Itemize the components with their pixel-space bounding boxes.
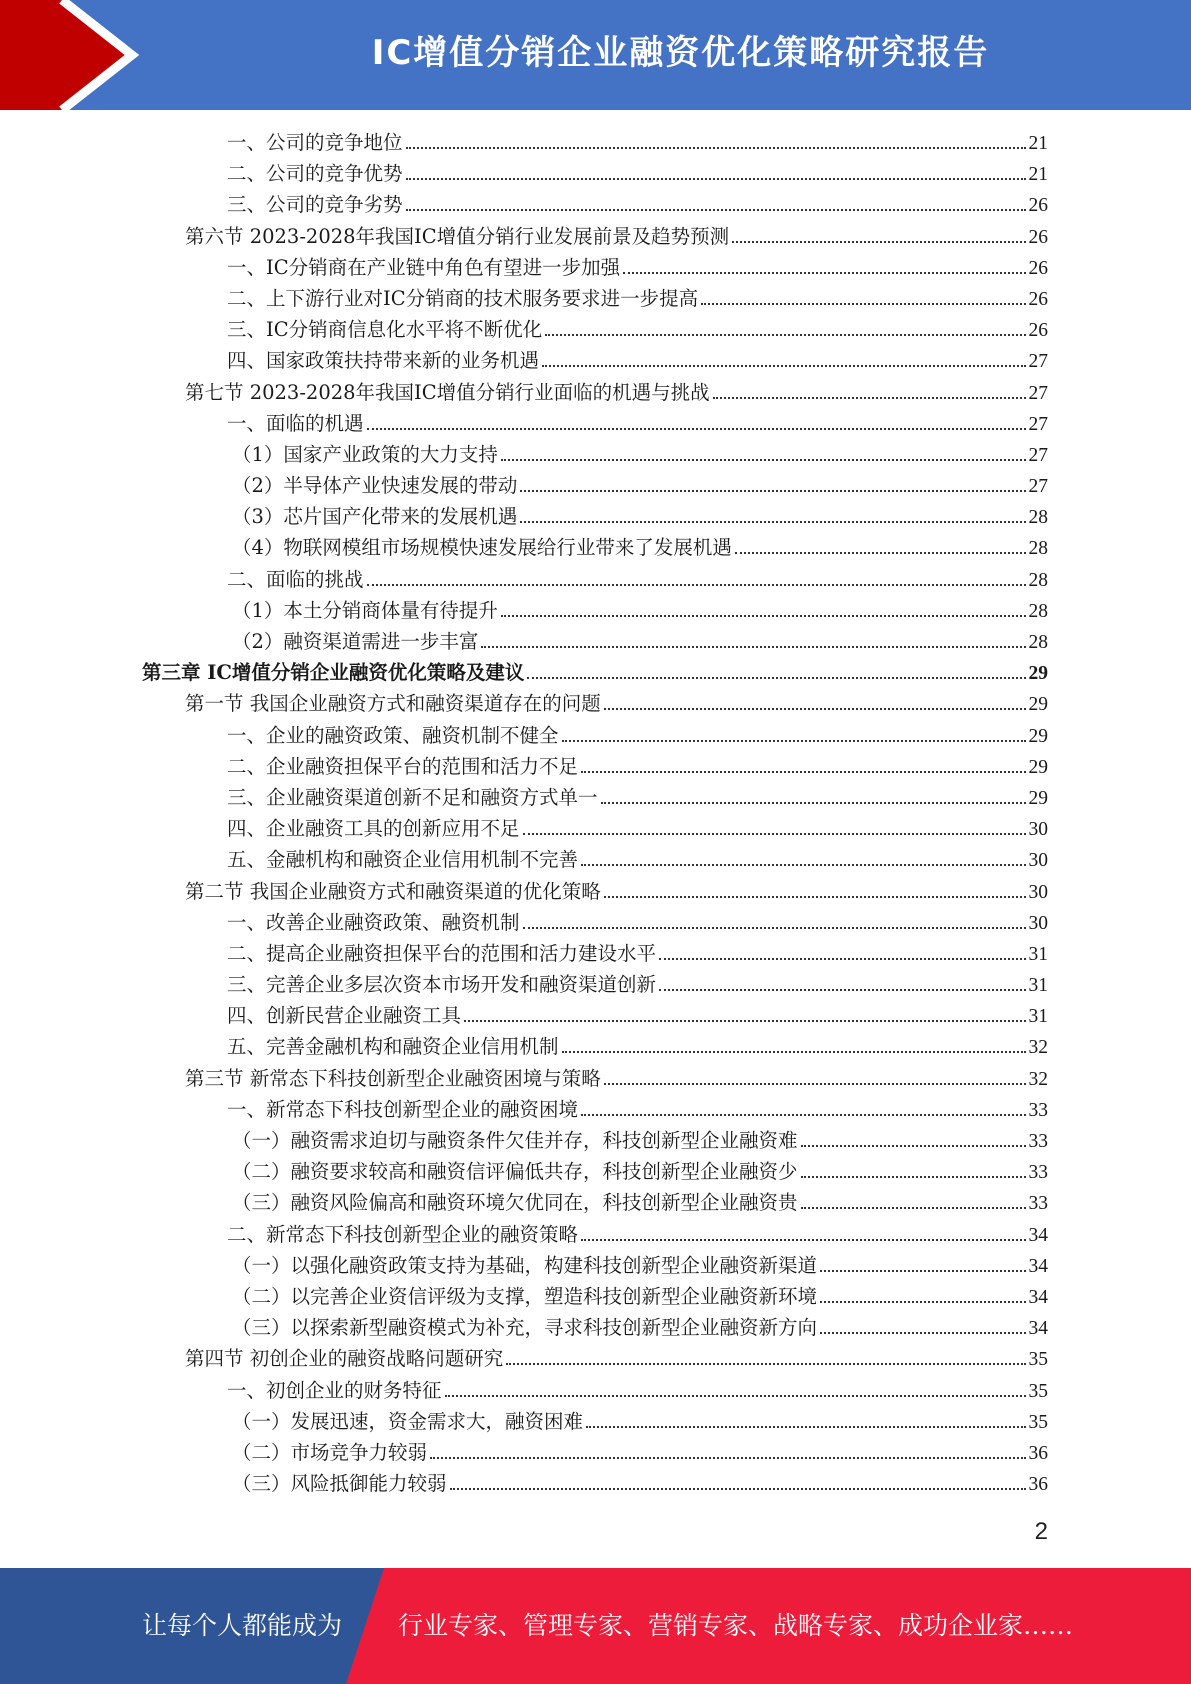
toc-entry-title: 第三章 IC增值分销企业融资优化策略及建议 xyxy=(142,661,525,685)
toc-entry[interactable] xyxy=(142,1375,1048,1406)
toc-leader-dots xyxy=(701,303,1025,305)
toc-entry-title: 二、面临的挑战 xyxy=(227,567,364,591)
toc-entry-page: 33 xyxy=(1028,1131,1048,1152)
toc-entry-title: 二、上下游行业对IC分销商的技术服务要求进一步提高 xyxy=(227,286,699,310)
table-of-contents xyxy=(142,127,1048,1499)
toc-entry-page: 27 xyxy=(1028,351,1048,373)
toc-entry[interactable] xyxy=(142,470,1048,501)
toc-entry-page: 29 xyxy=(1028,756,1048,778)
toc-entry-page: 30 xyxy=(1028,912,1048,934)
toc-entry[interactable] xyxy=(142,564,1048,595)
toc-entry[interactable] xyxy=(142,1468,1048,1499)
toc-entry[interactable] xyxy=(142,720,1048,751)
toc-entry-title: 三、企业融资渠道创新不足和融资方式单一 xyxy=(227,785,598,809)
toc-entry-title: 四、创新民营企业融资工具 xyxy=(227,1004,462,1028)
toc-leader-dots xyxy=(445,1395,1026,1397)
toc-leader-dots xyxy=(406,178,1026,180)
toc-entry-page: 28 xyxy=(1028,507,1048,529)
toc-entry-page: 27 xyxy=(1028,444,1048,466)
toc-entry[interactable] xyxy=(142,1031,1048,1062)
toc-leader-dots xyxy=(601,802,1026,804)
toc-entry-title: （3）芯片国产化带来的发展机遇 xyxy=(232,505,518,529)
toc-leader-dots xyxy=(820,1332,1025,1334)
toc-entry[interactable] xyxy=(142,221,1048,252)
toc-entry[interactable] xyxy=(142,127,1048,158)
toc-entry[interactable] xyxy=(142,1125,1048,1156)
toc-entry-title: 五、金融机构和融资企业信用机制不完善 xyxy=(227,848,579,872)
toc-entry-page: 32 xyxy=(1028,1037,1048,1059)
toc-entry-title: （二）市场竞争力较弱 xyxy=(232,1440,428,1464)
toc-entry-title: 第七节 2023-2028年我国IC增值分销行业面临的机遇与挑战 xyxy=(185,380,710,404)
toc-leader-dots xyxy=(406,209,1026,211)
toc-entry-page: 33 xyxy=(1028,1099,1048,1121)
toc-entry-page: 29 xyxy=(1028,787,1048,809)
toc-leader-dots xyxy=(542,365,1025,367)
toc-entry-title: 一、新常态下科技创新型企业的融资困境 xyxy=(227,1097,579,1121)
toc-entry-page: 28 xyxy=(1028,632,1048,653)
toc-leader-dots xyxy=(820,1270,1025,1272)
toc-leader-dots xyxy=(545,334,1025,336)
toc-entry-title: 一、改善企业融资政策、融资机制 xyxy=(227,910,520,934)
toc-entry-title: 一、公司的竞争地位 xyxy=(227,131,403,154)
toc-entry[interactable] xyxy=(142,1281,1048,1312)
toc-entry-title: （一）发展迅速，资金需求大，融资困难 xyxy=(232,1409,584,1433)
toc-entry[interactable] xyxy=(142,657,1048,688)
toc-leader-dots xyxy=(604,896,1026,898)
toc-leader-dots xyxy=(604,708,1026,710)
toc-leader-dots xyxy=(506,1363,1025,1365)
page-header xyxy=(0,0,1191,110)
toc-leader-dots xyxy=(520,521,1025,523)
toc-entry[interactable] xyxy=(142,1219,1048,1250)
toc-entry-page: 21 xyxy=(1028,164,1048,186)
toc-leader-dots xyxy=(581,771,1025,773)
header-arrow-icon xyxy=(0,0,160,110)
toc-entry-page: 36 xyxy=(1028,1442,1048,1464)
toc-leader-dots xyxy=(562,740,1026,742)
toc-entry[interactable] xyxy=(142,813,1048,844)
toc-entry-page: 33 xyxy=(1028,1193,1048,1215)
toc-entry-title: 第三节 新常态下科技创新型企业融资困境与策略 xyxy=(185,1066,601,1090)
toc-entry-page: 26 xyxy=(1028,288,1048,310)
toc-entry-title: 第六节 2023-2028年我国IC增值分销行业发展前景及趋势预测 xyxy=(185,224,730,248)
toc-entry-title: （2）融资渠道需进一步丰富 xyxy=(232,630,479,653)
toc-entry-title: （三）融资风险偏高和融资环境欠优同在，科技创新型企业融资贵 xyxy=(232,1191,798,1215)
toc-entry[interactable] xyxy=(142,876,1048,907)
toc-entry-page: 33 xyxy=(1028,1162,1048,1184)
toc-entry[interactable] xyxy=(142,782,1048,813)
toc-entry-page: 27 xyxy=(1028,413,1048,435)
toc-entry[interactable] xyxy=(142,189,1048,220)
toc-entry[interactable] xyxy=(142,844,1048,875)
toc-entry[interactable] xyxy=(142,532,1048,563)
toc-leader-dots xyxy=(801,1145,1026,1147)
toc-leader-dots xyxy=(520,490,1025,492)
toc-entry-page: 35 xyxy=(1028,1380,1048,1402)
toc-entry-page: 35 xyxy=(1028,1349,1048,1371)
toc-leader-dots xyxy=(801,1207,1026,1209)
toc-entry-page: 27 xyxy=(1028,382,1048,404)
toc-leader-dots xyxy=(501,459,1026,461)
toc-entry-title: 二、提高企业融资担保平台的范围和活力建设水平 xyxy=(227,941,657,965)
toc-entry[interactable] xyxy=(142,938,1048,969)
toc-entry-page: 28 xyxy=(1028,538,1048,560)
toc-entry[interactable] xyxy=(142,1343,1048,1374)
toc-entry-title: （一）融资需求迫切与融资条件欠佳并存，科技创新型企业融资难 xyxy=(232,1129,798,1152)
toc-entry-title: 三、公司的竞争劣势 xyxy=(227,193,403,217)
toc-entry-title: 一、企业的融资政策、融资机制不健全 xyxy=(227,723,559,747)
toc-entry[interactable] xyxy=(142,1094,1048,1125)
toc-entry[interactable] xyxy=(142,626,1048,657)
page-footer xyxy=(0,1568,1191,1684)
toc-entry-title: 二、新常态下科技创新型企业的融资策略 xyxy=(227,1222,579,1246)
toc-entry-title: （4）物联网模组市场规模快速发展给行业带来了发展机遇 xyxy=(232,536,732,560)
toc-entry[interactable] xyxy=(142,907,1048,938)
footer-slogan-left: 让每个人都能成为 xyxy=(142,1611,343,1640)
toc-leader-dots xyxy=(581,1239,1025,1241)
toc-entry-page: 27 xyxy=(1028,476,1048,498)
toc-entry-title: 第二节 我国企业融资方式和融资渠道的优化策略 xyxy=(185,879,601,903)
document-title: IC增值分销企业融资优化策略研究报告 xyxy=(371,33,990,73)
toc-entry-title: 二、企业融资担保平台的范围和活力不足 xyxy=(227,754,579,778)
toc-leader-dots xyxy=(367,584,1026,586)
toc-entry[interactable] xyxy=(142,501,1048,532)
toc-entry-page: 34 xyxy=(1028,1224,1048,1246)
toc-leader-dots xyxy=(501,615,1026,617)
toc-leader-dots xyxy=(586,1426,1025,1428)
toc-entry-title: （二）融资要求较高和融资信评偏低共存，科技创新型企业融资少 xyxy=(232,1160,798,1184)
toc-entry[interactable] xyxy=(142,1187,1048,1218)
toc-entry-page: 32 xyxy=(1028,1068,1048,1090)
toc-entry-title: （三）以探索新型融资模式为补充，寻求科技创新型企业融资新方向 xyxy=(232,1316,818,1340)
toc-entry-title: 一、初创企业的财务特征 xyxy=(227,1378,442,1402)
toc-entry[interactable] xyxy=(142,1437,1048,1468)
toc-entry-page: 26 xyxy=(1028,226,1048,248)
toc-leader-dots xyxy=(820,1301,1025,1303)
toc-entry-title: 二、公司的竞争优势 xyxy=(227,162,403,186)
toc-entry-page: 26 xyxy=(1028,257,1048,279)
toc-entry[interactable] xyxy=(142,377,1048,408)
toc-entry-page: 26 xyxy=(1028,195,1048,217)
toc-entry-title: 四、国家政策扶持带来新的业务机遇 xyxy=(227,349,540,373)
toc-entry-page: 30 xyxy=(1028,819,1048,841)
toc-leader-dots xyxy=(523,833,1026,835)
toc-entry-page: 29 xyxy=(1028,663,1048,685)
toc-entry[interactable] xyxy=(142,252,1048,283)
toc-entry-title: （三）风险抵御能力较弱 xyxy=(232,1472,447,1496)
toc-leader-dots xyxy=(367,428,1026,430)
toc-entry[interactable] xyxy=(142,314,1048,345)
toc-leader-dots xyxy=(464,1020,1025,1022)
toc-entry-page: 29 xyxy=(1028,725,1048,747)
toc-entry-title: 三、完善企业多层次资本市场开发和融资渠道创新 xyxy=(227,973,657,997)
toc-leader-dots xyxy=(623,272,1025,274)
toc-entry[interactable] xyxy=(142,688,1048,719)
toc-leader-dots xyxy=(527,677,1025,679)
toc-entry[interactable] xyxy=(142,1000,1048,1031)
toc-entry-title: 四、企业融资工具的创新应用不足 xyxy=(227,817,520,841)
toc-leader-dots xyxy=(430,1457,1025,1459)
toc-entry-title: （1）国家产业政策的大力支持 xyxy=(232,442,498,466)
toc-leader-dots xyxy=(659,989,1025,991)
toc-entry[interactable] xyxy=(142,158,1048,189)
toc-entry[interactable] xyxy=(142,1156,1048,1187)
toc-entry-page: 21 xyxy=(1028,133,1048,154)
toc-entry[interactable] xyxy=(142,408,1048,439)
toc-entry-title: 一、面临的机遇 xyxy=(227,411,364,435)
toc-leader-dots xyxy=(450,1488,1026,1490)
toc-entry[interactable] xyxy=(142,439,1048,470)
toc-entry-page: 34 xyxy=(1028,1286,1048,1308)
toc-entry[interactable] xyxy=(142,345,1048,376)
toc-entry-title: 三、IC分销商信息化水平将不断优化 xyxy=(227,318,543,342)
toc-entry-page: 35 xyxy=(1028,1411,1048,1433)
toc-entry[interactable] xyxy=(142,1406,1048,1437)
toc-entry[interactable] xyxy=(142,595,1048,626)
toc-leader-dots xyxy=(801,1176,1026,1178)
toc-entry-title: 五、完善金融机构和融资企业信用机制 xyxy=(227,1035,559,1059)
toc-entry-page: 31 xyxy=(1028,943,1048,965)
footer-slogan-right: 行业专家、管理专家、营销专家、战略专家、成功企业家…… xyxy=(398,1611,1074,1640)
toc-leader-dots xyxy=(659,958,1025,960)
toc-entry-page: 34 xyxy=(1028,1318,1048,1340)
toc-leader-dots xyxy=(713,397,1026,399)
toc-entry-page: 29 xyxy=(1028,694,1048,716)
toc-entry-page: 28 xyxy=(1028,569,1048,591)
toc-entry-page: 31 xyxy=(1028,1006,1048,1028)
toc-entry-page: 34 xyxy=(1028,1255,1048,1277)
toc-entry-title: 第四节 初创企业的融资战略问题研究 xyxy=(185,1347,504,1371)
toc-leader-dots xyxy=(604,1083,1026,1085)
toc-entry-title: 一、IC分销商在产业链中角色有望进一步加强 xyxy=(227,255,621,279)
toc-leader-dots xyxy=(523,927,1026,929)
toc-entry-title: （1）本土分销商体量有待提升 xyxy=(232,598,498,622)
toc-entry[interactable] xyxy=(142,283,1048,314)
toc-entry[interactable] xyxy=(142,969,1048,1000)
toc-entry-title: 第一节 我国企业融资方式和融资渠道存在的问题 xyxy=(185,692,601,716)
toc-entry-page: 31 xyxy=(1028,975,1048,997)
toc-entry-page: 28 xyxy=(1028,600,1048,622)
toc-entry[interactable] xyxy=(142,1063,1048,1094)
toc-entry-page: 36 xyxy=(1028,1474,1048,1496)
toc-leader-dots xyxy=(581,864,1025,866)
toc-entry[interactable] xyxy=(142,1250,1048,1281)
toc-leader-dots xyxy=(481,646,1025,648)
toc-leader-dots xyxy=(732,241,1025,243)
toc-entry-title: （二）以完善企业资信评级为支撑，塑造科技创新型企业融资新环境 xyxy=(232,1284,818,1308)
toc-entry[interactable] xyxy=(142,1312,1048,1343)
toc-entry-title: （一）以强化融资政策支持为基础，构建科技创新型企业融资新渠道 xyxy=(232,1253,818,1277)
toc-leader-dots xyxy=(735,552,1026,554)
toc-entry-title: （2）半导体产业快速发展的带动 xyxy=(232,474,518,498)
toc-leader-dots xyxy=(562,1051,1026,1053)
toc-entry-page: 30 xyxy=(1028,850,1048,872)
toc-entry-page: 30 xyxy=(1028,881,1048,903)
toc-entry[interactable] xyxy=(142,751,1048,782)
toc-leader-dots xyxy=(581,1114,1025,1116)
toc-leader-dots xyxy=(406,147,1026,149)
page-number: 2 xyxy=(1034,1518,1048,1545)
toc-entry-page: 26 xyxy=(1028,320,1048,342)
